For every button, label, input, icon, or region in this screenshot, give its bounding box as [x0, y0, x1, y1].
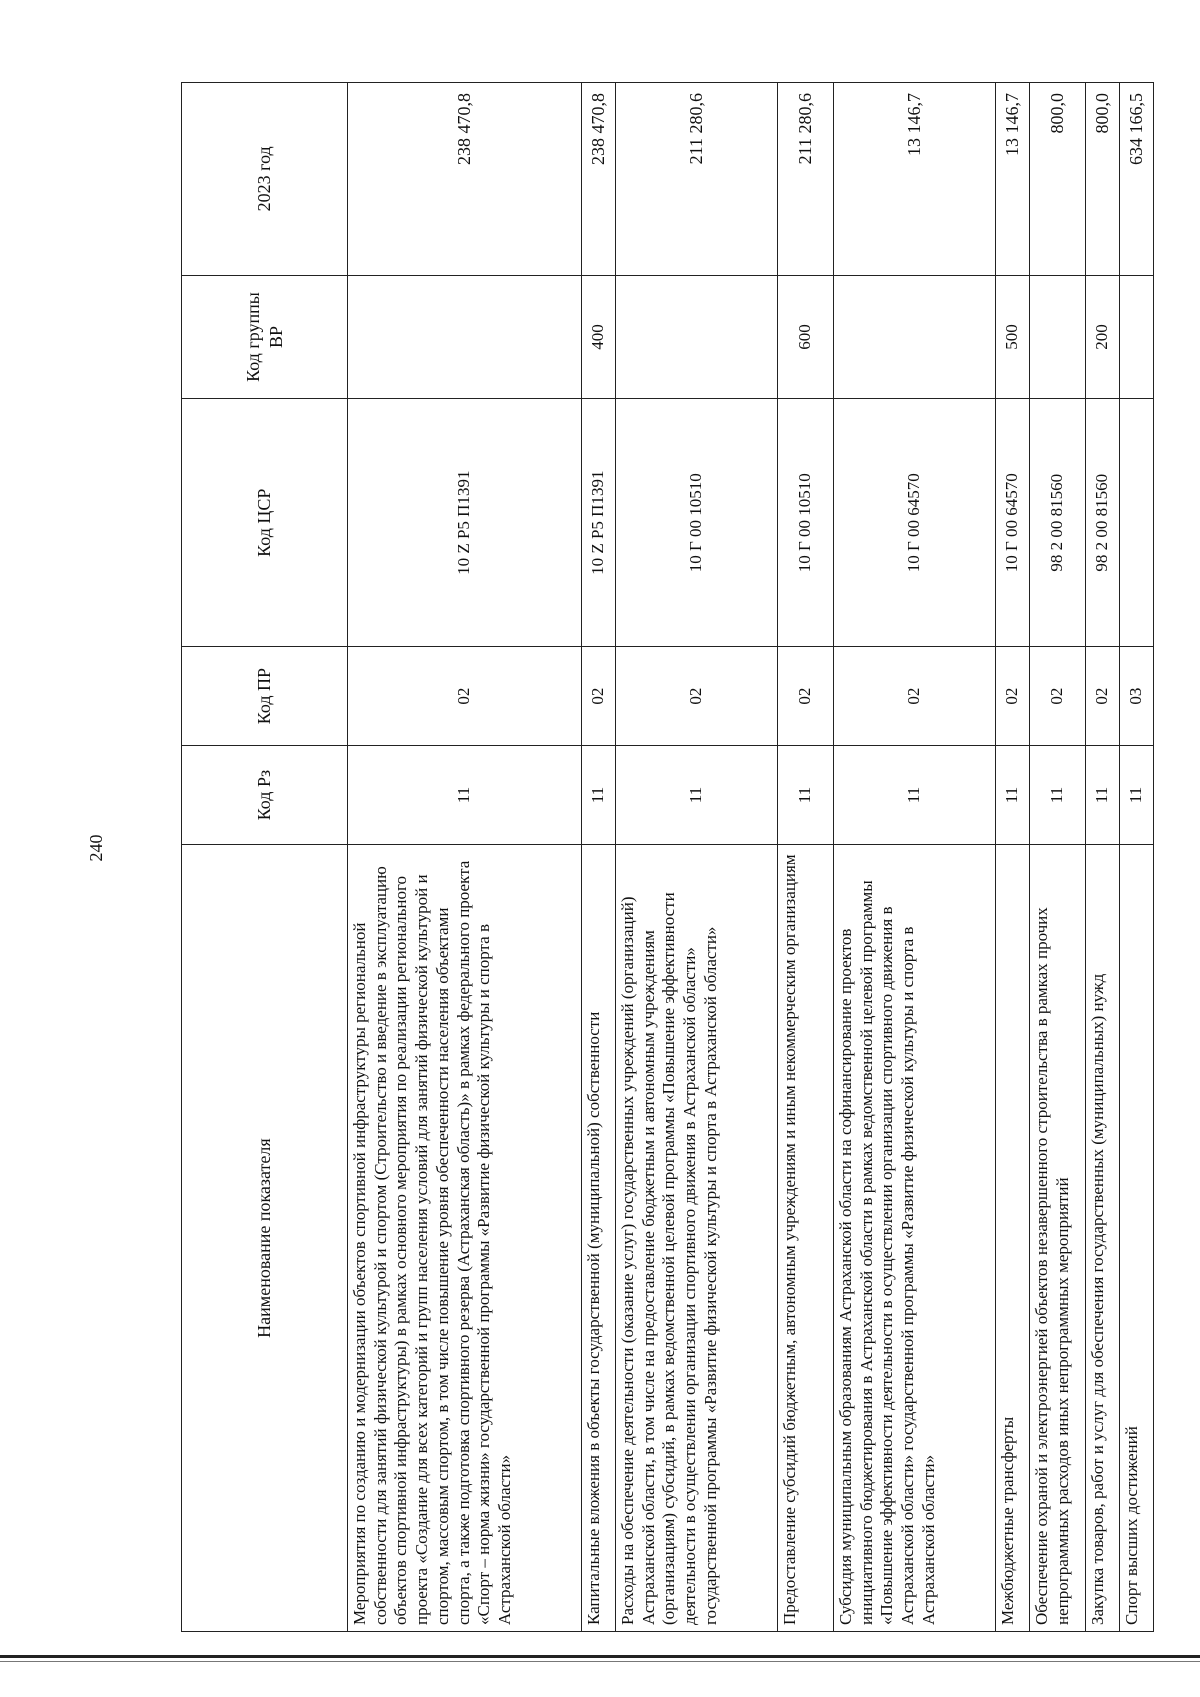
- table-row: [582, 83, 616, 1632]
- table-header-row: [182, 83, 348, 1632]
- row-name: Субсидия муниципальным образованиям Астраханской области на софинансирование проектов инициативного бюджетирования в Астраханской области в рамках ведомственной целевой программы «Повышение эффективности деятельности в осуществлении организации спортивного движения в Астраханской области» государственной программы «Развитие физической культуры и спорта в Астраханской области»: [834, 845, 996, 1632]
- row-vr: [834, 275, 996, 399]
- row-csr: 10 Г 00 10510: [616, 399, 778, 647]
- budget-table: [181, 82, 1154, 1632]
- header-name: Наименование показателя: [182, 845, 348, 1632]
- row-csr: 10 Г 00 64570: [834, 399, 996, 647]
- header-pr: Код ПР: [182, 647, 348, 746]
- row-rz: 11: [1030, 746, 1086, 845]
- row-vr: [348, 275, 582, 399]
- row-rz: 11: [1120, 746, 1154, 845]
- header-vr: Код группы ВР: [182, 275, 348, 399]
- header-csr: Код ЦСР: [182, 399, 348, 647]
- row-csr: 10 Z P5 П1391: [348, 399, 582, 647]
- table-row: [616, 83, 778, 1632]
- table-row: [1120, 83, 1154, 1632]
- row-pr: 02: [616, 647, 778, 746]
- row-vr: 400: [582, 275, 616, 399]
- row-rz: 11: [1086, 746, 1120, 845]
- row-amount: 238 470,8: [348, 83, 582, 276]
- table-row: [1086, 83, 1120, 1632]
- row-vr: [616, 275, 778, 399]
- row-amount: 211 280,6: [616, 83, 778, 276]
- row-pr: 02: [1030, 647, 1086, 746]
- row-amount: 800,0: [1086, 83, 1120, 276]
- page-number: 240: [86, 834, 106, 862]
- row-amount: 13 146,7: [834, 83, 996, 276]
- row-amount: 238 470,8: [582, 83, 616, 276]
- bottom-divider: [0, 1655, 1200, 1658]
- table-row: [1030, 83, 1086, 1632]
- row-csr: 98 2 00 81560: [1086, 399, 1120, 647]
- row-name: Мероприятия по созданию и модернизации объектов спортивной инфраструктуры региональной собственности для занятий физической культурой и спортом (Строительство и введение в эксплуатацию объектов спортивной инфраструктуры) в рамках основного мероприятия по реализации регионального проекта «Создание для всех категорий и групп населения условий для занятий физической культурой и спортом, массовым спортом, в том числе повышение уровня обеспеченности населения объектами спорта, а также подготовка спортивного резерва (Астраханская область)» в рамках федерального проекта «Спорт – норма жизни» государственной программы «Развитие физической культуры и спорта в Астраханской области»: [348, 845, 582, 1632]
- table-row: [834, 83, 996, 1632]
- row-rz: 11: [996, 746, 1030, 845]
- row-amount: 800,0: [1030, 83, 1086, 276]
- row-rz: 11: [348, 746, 582, 845]
- row-pr: 02: [348, 647, 582, 746]
- row-pr: 03: [1120, 647, 1154, 746]
- table-row: [778, 83, 834, 1632]
- row-csr: 10 Г 00 64570: [996, 399, 1030, 647]
- row-vr: 500: [996, 275, 1030, 399]
- bottom-divider-thin: [0, 1661, 1200, 1662]
- row-pr: 02: [996, 647, 1030, 746]
- row-csr: 10 Г 00 10510: [778, 399, 834, 647]
- row-name: Расходы на обеспечение деятельности (оказание услуг) государственных учреждений (организаций) Астраханской области, в том числе на предоставление бюджетным и автономным учреждениям (организациям) субсидий, в рамках ведомственной целевой программы «Повышение эффективности деятельности в осуществлении организации спортивного движения в Астраханской области» государственной программы «Развитие физической культуры и спорта в Астраханской области»: [616, 845, 778, 1632]
- row-vr: 600: [778, 275, 834, 399]
- row-rz: 11: [616, 746, 778, 845]
- row-name: Межбюджетные трансферты: [996, 845, 1030, 1632]
- row-pr: 02: [834, 647, 996, 746]
- header-rz: Код Рз: [182, 746, 348, 845]
- row-name: Предоставление субсидий бюджетным, автономным учреждениям и иным некоммерческим организациям: [778, 845, 834, 1632]
- row-rz: 11: [834, 746, 996, 845]
- row-amount: 211 280,6: [778, 83, 834, 276]
- row-csr: 98 2 00 81560: [1030, 399, 1086, 647]
- row-csr: 10 Z P5 П1391: [582, 399, 616, 647]
- row-pr: 02: [582, 647, 616, 746]
- row-vr: 200: [1086, 275, 1120, 399]
- row-vr: [1030, 275, 1086, 399]
- row-name: Капитальные вложения в объекты государственной (муниципальной) собственности: [582, 845, 616, 1632]
- row-rz: 11: [582, 746, 616, 845]
- row-vr: [1120, 275, 1154, 399]
- row-rz: 11: [778, 746, 834, 845]
- row-amount: 13 146,7: [996, 83, 1030, 276]
- table-wrapper: [181, 82, 1146, 1632]
- row-pr: 02: [778, 647, 834, 746]
- rotated-table-container: [181, 82, 1146, 1632]
- header-year: 2023 год: [182, 83, 348, 276]
- row-csr: [1120, 399, 1154, 647]
- table-row: [348, 83, 582, 1632]
- row-name: Закупка товаров, работ и услуг для обеспечения государственных (муниципальных) нужд: [1086, 845, 1120, 1632]
- row-pr: 02: [1086, 647, 1120, 746]
- row-name: Обеспечение охраной и электроэнергией объектов незавершенного строительства в рамках прочих непрограммных расходов иных непрограммных мероприятий: [1030, 845, 1086, 1632]
- row-name: Спорт высших достижений: [1120, 845, 1154, 1632]
- row-amount: 634 166,5: [1120, 83, 1154, 276]
- table-row: [996, 83, 1030, 1632]
